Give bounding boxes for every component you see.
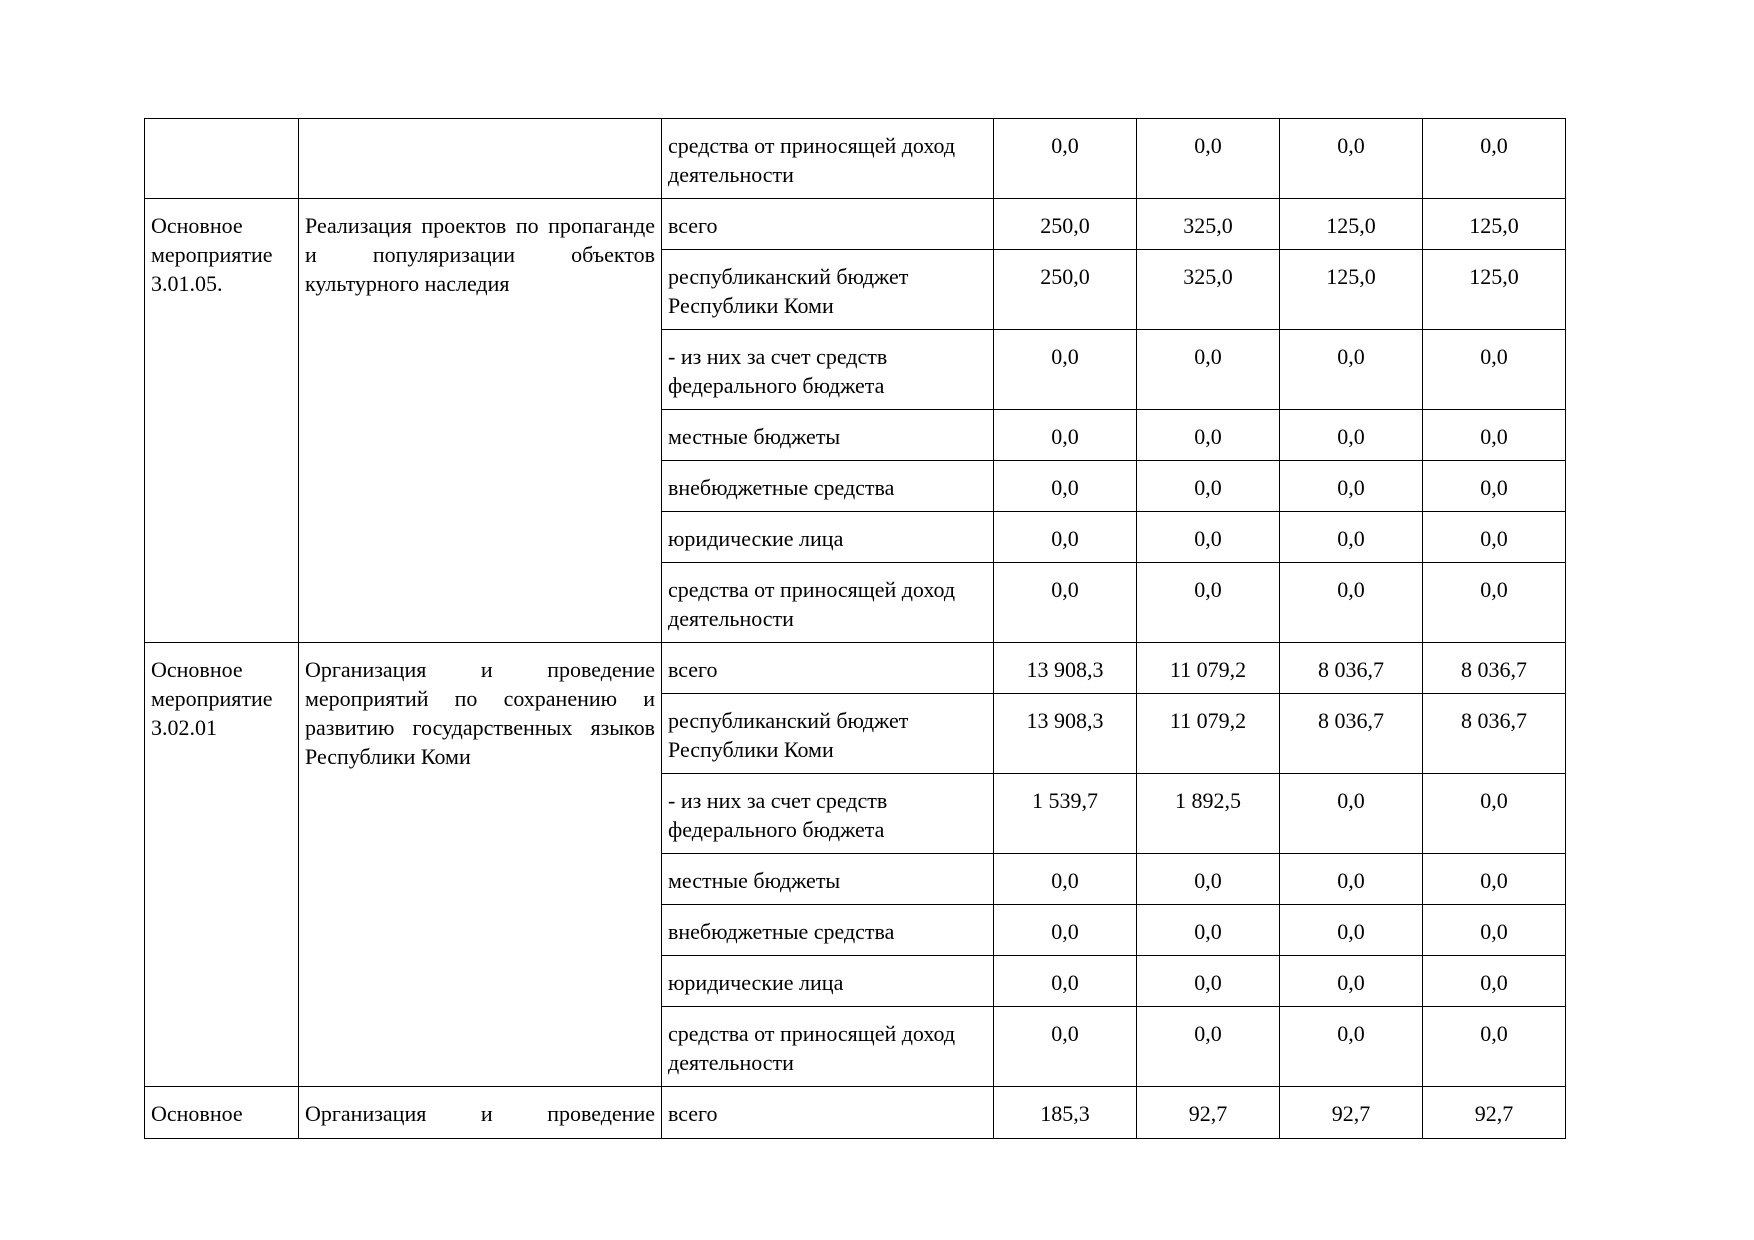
event-code-cell: Основное <box>145 1087 299 1139</box>
value-cell: 0,0 <box>1423 956 1566 1007</box>
value-cell: 92,7 <box>1423 1087 1566 1139</box>
value-cell: 1 539,7 <box>994 774 1137 854</box>
value-cell: 0,0 <box>1423 410 1566 461</box>
value-cell: 0,0 <box>994 905 1137 956</box>
value-cell: 0,0 <box>1280 905 1423 956</box>
value-cell: 0,0 <box>1137 119 1280 199</box>
value-cell: 11 079,2 <box>1137 694 1280 774</box>
value-cell: 0,0 <box>1280 854 1423 905</box>
value-cell: 8 036,7 <box>1280 643 1423 694</box>
value-cell: 0,0 <box>1423 563 1566 643</box>
value-cell: 0,0 <box>1280 1007 1423 1087</box>
value-cell: 0,0 <box>1280 410 1423 461</box>
value-cell: 0,0 <box>1137 1007 1280 1087</box>
funding-source-cell: внебюджетные средства <box>662 461 994 512</box>
value-cell: 0,0 <box>1280 461 1423 512</box>
value-cell: 0,0 <box>994 956 1137 1007</box>
value-cell: 0,0 <box>994 854 1137 905</box>
value-cell: 125,0 <box>1423 199 1566 250</box>
funding-source-cell: юридические лица <box>662 512 994 563</box>
funding-source-cell: всего <box>662 643 994 694</box>
funding-source-cell: средства от приносящей доход деятельности <box>662 563 994 643</box>
code-cell <box>145 119 299 199</box>
value-cell: 0,0 <box>994 410 1137 461</box>
value-cell: 185,3 <box>994 1087 1137 1139</box>
value-cell: 13 908,3 <box>994 694 1137 774</box>
funding-source-cell: средства от приносящей доход деятельности <box>662 1007 994 1087</box>
funding-source-cell: внебюджетные средства <box>662 905 994 956</box>
value-cell: 125,0 <box>1280 199 1423 250</box>
value-cell: 125,0 <box>1280 250 1423 330</box>
value-cell: 0,0 <box>1137 512 1280 563</box>
value-cell: 0,0 <box>1423 854 1566 905</box>
funding-source-cell: всего <box>662 199 994 250</box>
event-name-cell: Организация и проведение <box>299 1087 662 1139</box>
value-cell: 0,0 <box>994 119 1137 199</box>
value-cell: 0,0 <box>1423 330 1566 410</box>
value-cell: 0,0 <box>1423 119 1566 199</box>
value-cell: 0,0 <box>1280 330 1423 410</box>
value-cell: 250,0 <box>994 250 1137 330</box>
value-cell: 8 036,7 <box>1423 694 1566 774</box>
value-cell: 8 036,7 <box>1280 694 1423 774</box>
table-row <box>145 1087 1566 1139</box>
table-row <box>145 643 1566 694</box>
value-cell: 0,0 <box>994 563 1137 643</box>
funding-source-cell: республиканский бюджет Республики Коми <box>662 694 994 774</box>
funding-source-cell: - из них за счет средств федерального бюджета <box>662 774 994 854</box>
event-code-cell: Основное мероприятие 3.01.05. <box>145 199 299 643</box>
value-cell: 0,0 <box>1423 512 1566 563</box>
value-cell: 0,0 <box>1137 330 1280 410</box>
value-cell: 325,0 <box>1137 199 1280 250</box>
event-name-cell <box>299 119 662 199</box>
value-cell: 8 036,7 <box>1423 643 1566 694</box>
value-cell: 92,7 <box>1280 1087 1423 1139</box>
value-cell: 0,0 <box>994 1007 1137 1087</box>
table-row <box>145 119 1566 199</box>
funding-source-cell: местные бюджеты <box>662 410 994 461</box>
value-cell: 0,0 <box>1423 1007 1566 1087</box>
value-cell: 13 908,3 <box>994 643 1137 694</box>
value-cell: 0,0 <box>994 461 1137 512</box>
value-cell: 92,7 <box>1137 1087 1280 1139</box>
value-cell: 0,0 <box>1137 563 1280 643</box>
value-cell: 0,0 <box>994 330 1137 410</box>
value-cell: 0,0 <box>1280 956 1423 1007</box>
value-cell: 0,0 <box>1280 119 1423 199</box>
table-row <box>145 199 1566 250</box>
value-cell: 0,0 <box>1137 905 1280 956</box>
value-cell: 0,0 <box>1137 854 1280 905</box>
event-code-cell: Основное мероприятие 3.02.01 <box>145 643 299 1087</box>
value-cell: 0,0 <box>1280 563 1423 643</box>
funding-source-cell: республиканский бюджет Республики Коми <box>662 250 994 330</box>
value-cell: 0,0 <box>1423 905 1566 956</box>
value-cell: 250,0 <box>994 199 1137 250</box>
event-name-cell: Реализация проектов по пропаганде и популяризации объектов культурного наследия <box>299 199 662 643</box>
funding-source-cell: юридические лица <box>662 956 994 1007</box>
value-cell: 0,0 <box>1423 461 1566 512</box>
value-cell: 125,0 <box>1423 250 1566 330</box>
value-cell: 0,0 <box>1280 774 1423 854</box>
value-cell: 0,0 <box>1137 461 1280 512</box>
value-cell: 11 079,2 <box>1137 643 1280 694</box>
value-cell: 0,0 <box>994 512 1137 563</box>
value-cell: 0,0 <box>1423 774 1566 854</box>
value-cell: 0,0 <box>1137 410 1280 461</box>
value-cell: 1 892,5 <box>1137 774 1280 854</box>
funding-source-cell: всего <box>662 1087 994 1139</box>
funding-source-cell: средства от приносящей доход деятельности <box>662 119 994 199</box>
funding-source-cell: местные бюджеты <box>662 854 994 905</box>
budget-table <box>144 118 1566 1139</box>
value-cell: 0,0 <box>1137 956 1280 1007</box>
value-cell: 325,0 <box>1137 250 1280 330</box>
event-name-cell: Организация и проведение мероприятий по сохранению и развитию государственных языков Республики Коми <box>299 643 662 1087</box>
value-cell: 0,0 <box>1280 512 1423 563</box>
funding-source-cell: - из них за счет средств федерального бюджета <box>662 330 994 410</box>
